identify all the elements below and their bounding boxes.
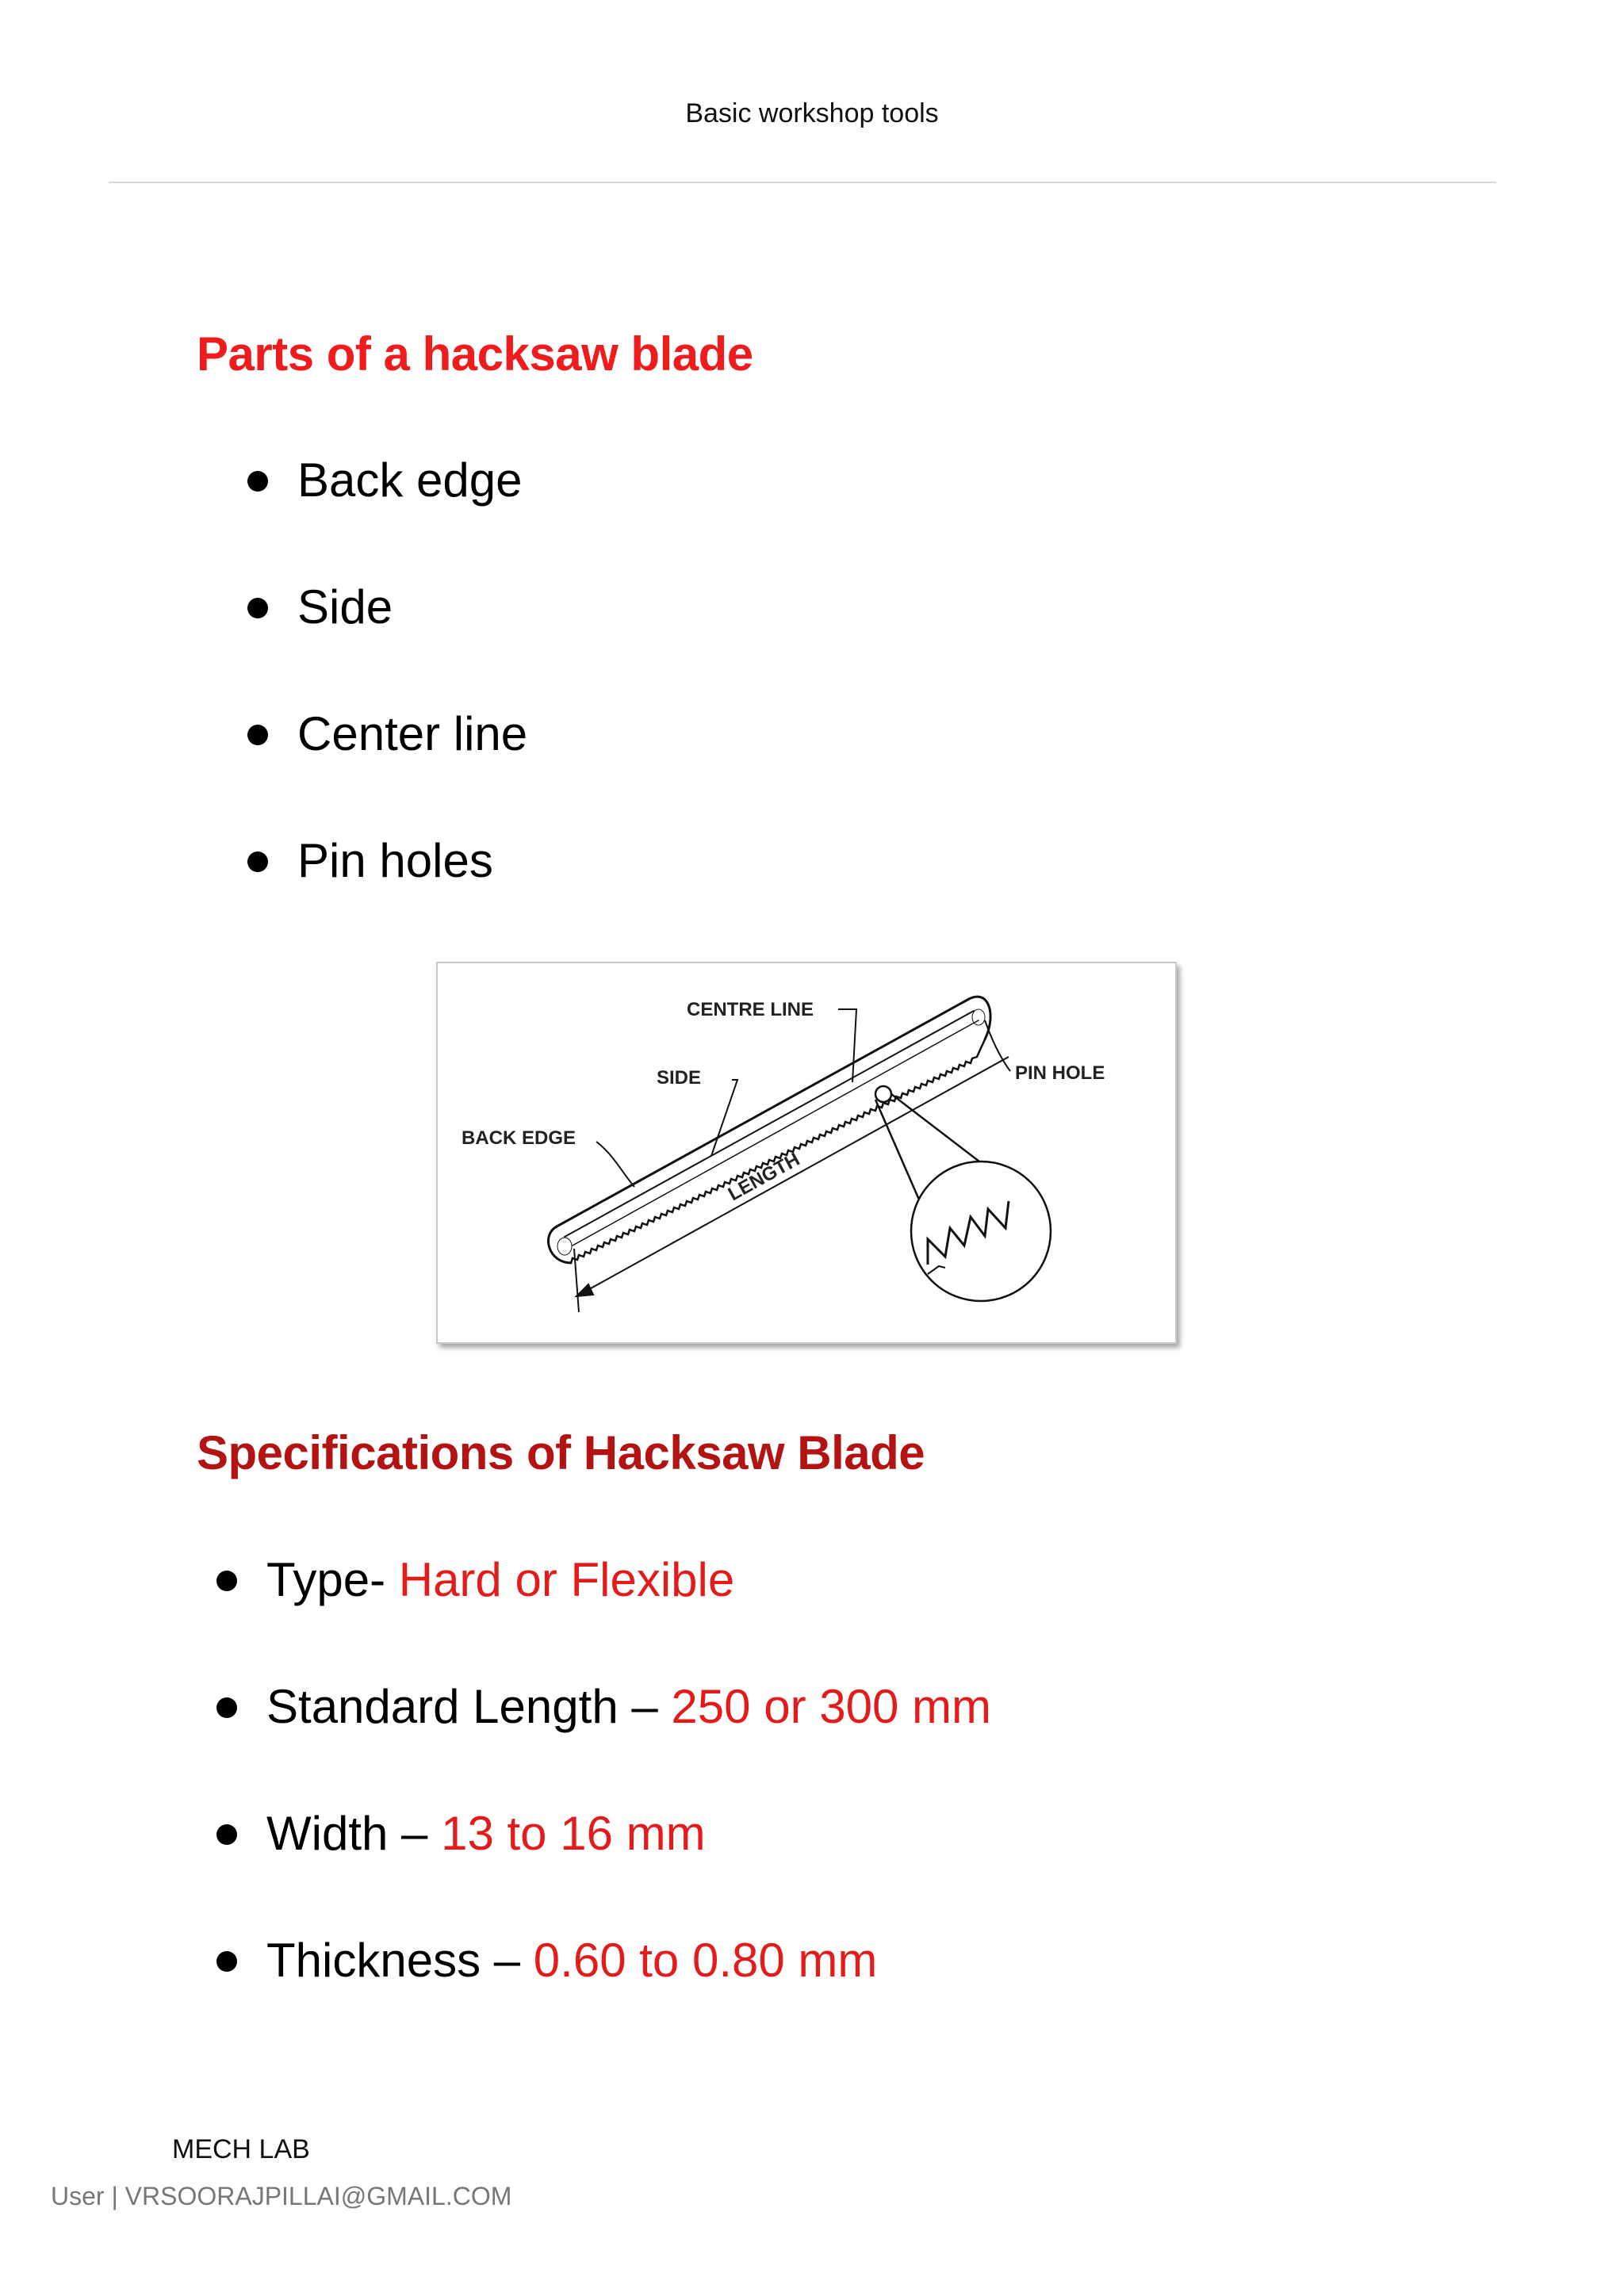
hacksaw-blade-diagram xyxy=(438,963,1175,1342)
list-item-text xyxy=(266,1675,991,1739)
side-label: SIDE xyxy=(657,1067,702,1089)
header-divider xyxy=(109,182,1496,183)
spec-label: Standard Length – xyxy=(266,1680,672,1733)
spec-label: Type- xyxy=(266,1553,399,1606)
hacksaw-blade-figure xyxy=(436,962,1177,1344)
bullet-icon xyxy=(247,471,268,492)
spec-value: Hard or Flexible xyxy=(398,1553,735,1606)
bullet-icon xyxy=(247,725,268,745)
section-heading-specifications: Specifications of Hacksaw Blade xyxy=(197,1426,925,1479)
pin-hole-label: PIN HOLE xyxy=(1015,1062,1105,1084)
spec-label: Width – xyxy=(266,1807,442,1860)
spec-value: 250 or 300 mm xyxy=(671,1680,991,1733)
list-item-text: Side xyxy=(297,580,393,633)
list-item-text xyxy=(266,1929,877,1992)
leader-lines xyxy=(596,1009,1010,1187)
spec-value: 0.60 to 0.80 mm xyxy=(533,1934,878,1987)
back-edge-label: BACK EDGE xyxy=(462,1127,576,1149)
footer-lab-name: MECH LAB xyxy=(172,2134,310,2164)
list-item-text xyxy=(266,1548,734,1612)
list-item-text xyxy=(266,1802,706,1866)
footer-user-email: User | VRSOORAJPILLAI@GMAIL.COM xyxy=(51,2182,512,2210)
bullet-icon xyxy=(216,1697,237,1718)
list-item-text: Back edge xyxy=(297,453,523,507)
length-label: LENGTH xyxy=(724,1148,804,1206)
bullet-icon xyxy=(216,1951,237,1972)
list-item-text: Center line xyxy=(297,707,528,760)
centre-line-label: CENTRE LINE xyxy=(687,999,814,1020)
list-item-text: Pin holes xyxy=(297,834,493,887)
teeth-magnifier xyxy=(875,1086,1051,1301)
spec-value: 13 to 16 mm xyxy=(441,1807,706,1860)
page-header-title: Basic workshop tools xyxy=(685,98,939,128)
bullet-icon xyxy=(247,851,268,872)
bullet-icon xyxy=(216,1824,237,1845)
bullet-icon xyxy=(247,598,268,618)
section-heading-parts: Parts of a hacksaw blade xyxy=(197,327,753,381)
spec-label: Thickness – xyxy=(266,1934,534,1987)
bullet-icon xyxy=(216,1571,237,1591)
